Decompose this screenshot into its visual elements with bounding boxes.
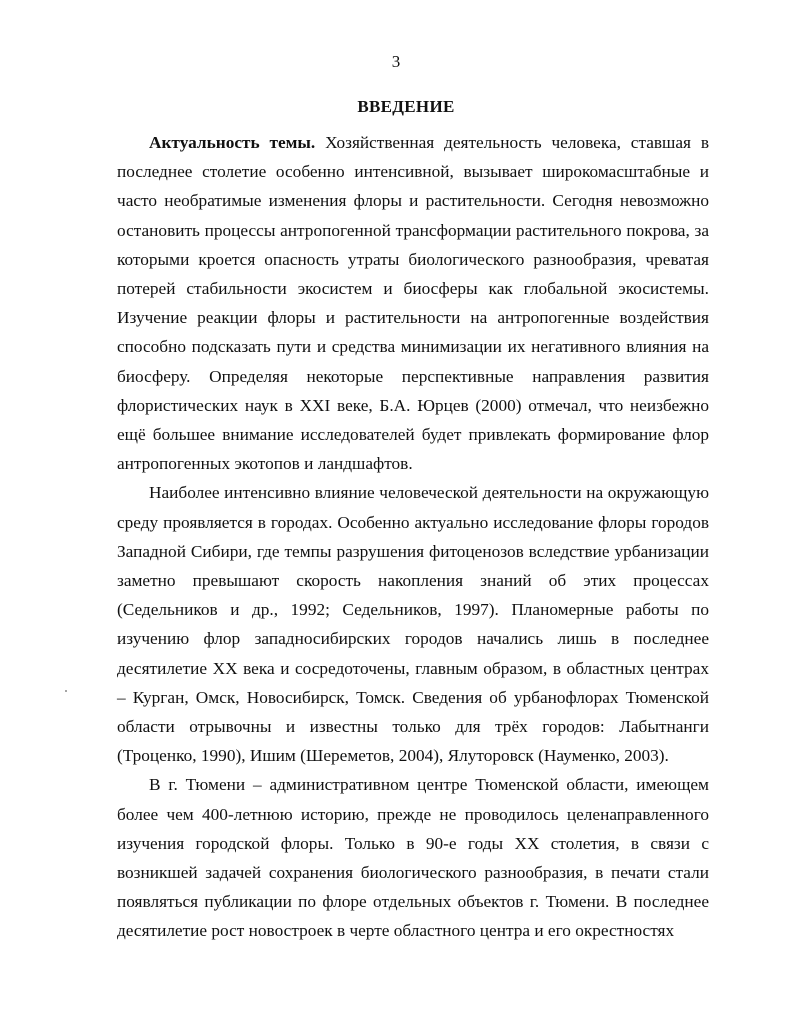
- paragraph-lead: Актуальность темы.: [149, 133, 316, 152]
- page-number: 3: [391, 52, 401, 71]
- scan-speck: [65, 690, 67, 692]
- section-heading: ВВЕДЕНИЕ: [357, 97, 455, 116]
- paragraph-tyumen: В г. Тюмени – административном центре Тюменской области, имеющем более чем 400-летнюю историю, прежде не проводилось целенаправленного изучения городской флоры. Только в 90-е годы XX столетия, в связи с возникшей задачей сохранения биологического разнообразия, в печати стали появляться публикации по флоре отдельных объектов г. Тюмени. В последнее десятилетие рост новостроек в черте областного центра и его окрестностях: [117, 775, 709, 941]
- paragraph-relevance: [117, 128, 709, 478]
- body-text: [117, 128, 709, 946]
- paragraph-text: Хозяйственная деятельность человека, ставшая в последнее столетие особенно интенсивной, вызывает широкомасштабные и часто необратимые изменения флоры и растительности. Сегодня невозможно остановить процессы антропогенной трансформации растительного покрова, за которыми кроется опасность утраты биологического разнообразия, чреватая потерей стабильности экосистем и биосферы как глобальной экосистемы. Изучение реакции флоры и растительности на антропогенные воздействия способно подсказать пути и средства минимизации их негативного влияния на биосферу. Определяя некоторые перспективные направления развития флористических наук в XXI веке, Б.А. Юрцев (2000) отмечал, что неизбежно ещё большее внимание исследователей будет привлекать формирование флор антропогенных экотопов и ландшафтов.: [117, 133, 709, 474]
- paragraph-cities: Наиболее интенсивно влияние человеческой деятельности на окружающую среду проявляется в городах. Особенно актуально исследование флоры городов Западной Сибири, где темпы разрушения фитоценозов вследствие урбанизации заметно превышают скорость накопления знаний об этих процессах (Седельников и др., 1992; Седельников, 1997). Планомерные работы по изучению флор западносибирских городов начались лишь в последнее десятилетие XX века и сосредоточены, главным образом, в областных центрах – Курган, Омск, Новосибирск, Томск. Сведения об урбанофлорах Тюменской области отрывочны и известны только для трёх городов: Лабытнанги (Троценко, 1990), Ишим (Шереметов, 2004), Ялуторовск (Науменко, 2003).: [117, 483, 709, 766]
